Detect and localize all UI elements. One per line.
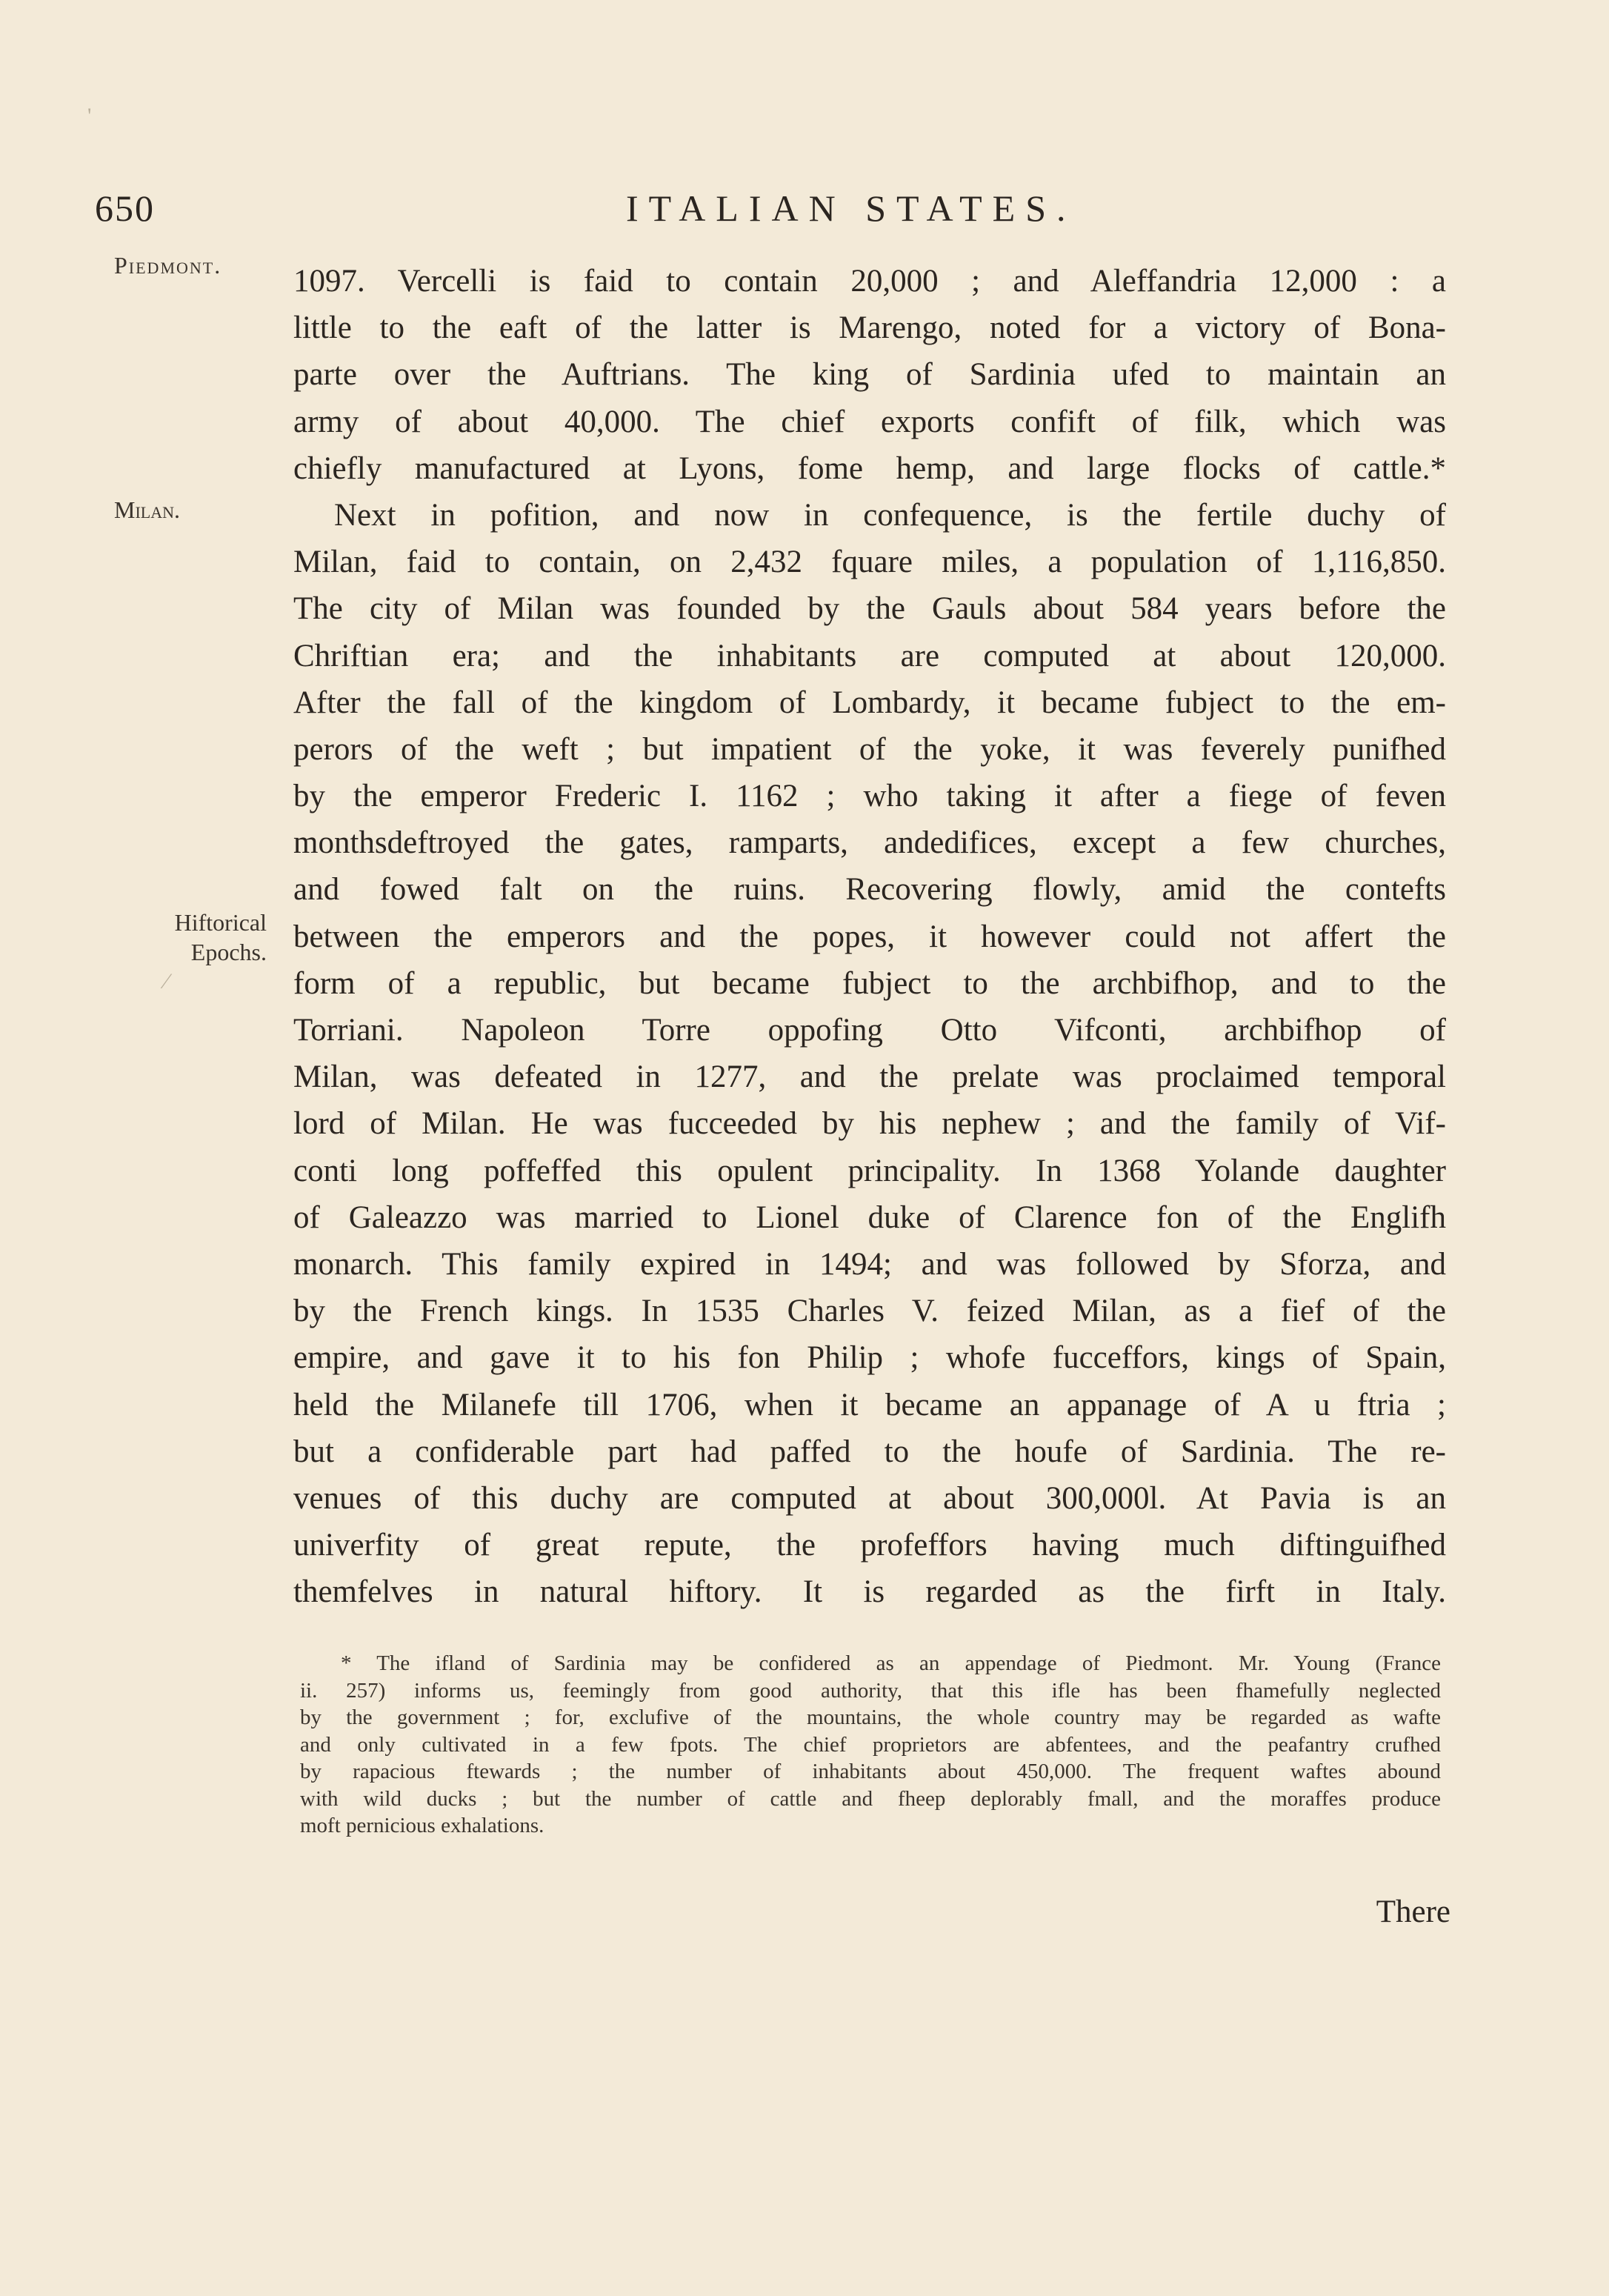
- footnote-line: ii. 257) informs us, feemingly from good authority, that this ifle has been fhamefully neglected: [300, 1678, 1441, 1703]
- body-line: univerfity of great repute, the profeffors having much diftinguifhed: [293, 1528, 1446, 1563]
- footnote-line: and only cultivated in a few fpots. The chief proprietors are abfentees, and the peafantry crufhed: [300, 1732, 1441, 1757]
- footnote-line: with wild ducks ; but the number of cattle and fheep deplorably fmall, and the moraffes produce: [300, 1786, 1441, 1811]
- footnote: [300, 1650, 1441, 1840]
- body-line: of Galeazzo was married to Lionel duke of Clarence fon of the Englifh: [293, 1199, 1446, 1235]
- page-mark: ': [87, 104, 92, 128]
- margin-note-historical-epochs: [111, 908, 267, 967]
- body-line: chiefly manufactured at Lyons, fome hemp, and large flocks of cattle.*: [293, 450, 1446, 486]
- page-number: 650: [95, 187, 155, 229]
- body-line: and fowed falt on the ruins. Recovering flowly, amid the contefts: [293, 872, 1446, 908]
- body-line: lord of Milan. He was fucceeded by his nephew ; and the family of Vif-: [293, 1106, 1446, 1142]
- margin-note-milan: Milan.: [114, 496, 180, 523]
- body-line: monarch. This family expired in 1494; and was followed by Sforza, and: [293, 1246, 1446, 1282]
- body-line: monthsdeftroyed the gates, ramparts, andedifices, except a few churches,: [293, 825, 1446, 861]
- footnote-line: * The ifland of Sardinia may be confidered as an appendage of Piedmont. Mr. Young (France: [341, 1651, 1441, 1675]
- page-mark: ⁄: [164, 969, 169, 994]
- body-line: Torriani. Napoleon Torre oppofing Otto Vifconti, archbifhop of: [293, 1013, 1446, 1048]
- margin-note-historical-line: Hiftorical: [174, 909, 267, 936]
- body-line: After the fall of the kingdom of Lombardy, it became fubject to the em-: [293, 685, 1446, 720]
- footnote-line: moft pernicious exhalations.: [300, 1814, 544, 1837]
- body-text: [293, 258, 1446, 1615]
- body-line: by the emperor Frederic I. 1162 ; who taking it after a fiege of feven: [293, 779, 1446, 814]
- running-head: ITALIAN STATES.: [626, 187, 1076, 229]
- body-line: held the Milanefe till 1706, when it became an appanage of A u ftria ;: [293, 1387, 1446, 1422]
- body-line: parte over the Auftrians. The king of Sardinia ufed to maintain an: [293, 357, 1446, 393]
- body-line: Chriftian era; and the inhabitants are computed at about 120,000.: [293, 638, 1446, 673]
- body-line: perors of the weft ; but impatient of the yoke, it was feverely punifhed: [293, 731, 1446, 767]
- body-line: Milan, faid to contain, on 2,432 fquare miles, a population of 1,116,850.: [293, 545, 1446, 580]
- body-line: form of a republic, but became fubject to the archbifhop, and to the: [293, 965, 1446, 1001]
- body-line: empire, and gave it to his fon Philip ; whofe fucceffors, kings of Spain,: [293, 1340, 1446, 1376]
- body-line: 1097. Vercelli is faid to contain 20,000 ; and Aleffandria 12,000 : a: [293, 264, 1446, 299]
- catchword: There: [1376, 1894, 1450, 1929]
- margin-note-piedmont: Piedmont.: [114, 252, 222, 279]
- body-line: army of about 40,000. The chief exports confift of filk, which was: [293, 404, 1446, 439]
- footnote-line: by the government ; for, exclufive of the mountains, the whole country may be regarded as wafte: [300, 1706, 1441, 1729]
- body-line: but a confiderable part had paffed to the houfe of Sardinia. The re-: [293, 1434, 1446, 1469]
- body-line: conti long poffeffed this opulent principality. In 1368 Yolande daughter: [293, 1153, 1446, 1188]
- body-line: little to the eaft of the latter is Marengo, noted for a victory of Bona-: [293, 310, 1446, 346]
- body-line: between the emperors and the popes, it however could not affert the: [293, 919, 1446, 954]
- body-line: Milan, was defeated in 1277, and the prelate was proclaimed temporal: [293, 1059, 1446, 1095]
- body-line: venues of this duchy are computed at about 300,000l. At Pavia is an: [293, 1480, 1446, 1516]
- body-line: by the French kings. In 1535 Charles V. feized Milan, as a fief of the: [293, 1294, 1446, 1329]
- body-line: Next in pofition, and now in confequence, is the fertile duchy of: [334, 497, 1446, 533]
- body-line: The city of Milan was founded by the Gauls about 584 years before the: [293, 591, 1446, 627]
- body-line: themfelves in natural hiftory. It is regarded as the firft in Italy.: [293, 1574, 1446, 1610]
- margin-note-historical-line: Epochs.: [190, 939, 267, 965]
- footnote-line: by rapacious ftewards ; the number of inhabitants about 450,000. The frequent waftes abound: [300, 1760, 1441, 1783]
